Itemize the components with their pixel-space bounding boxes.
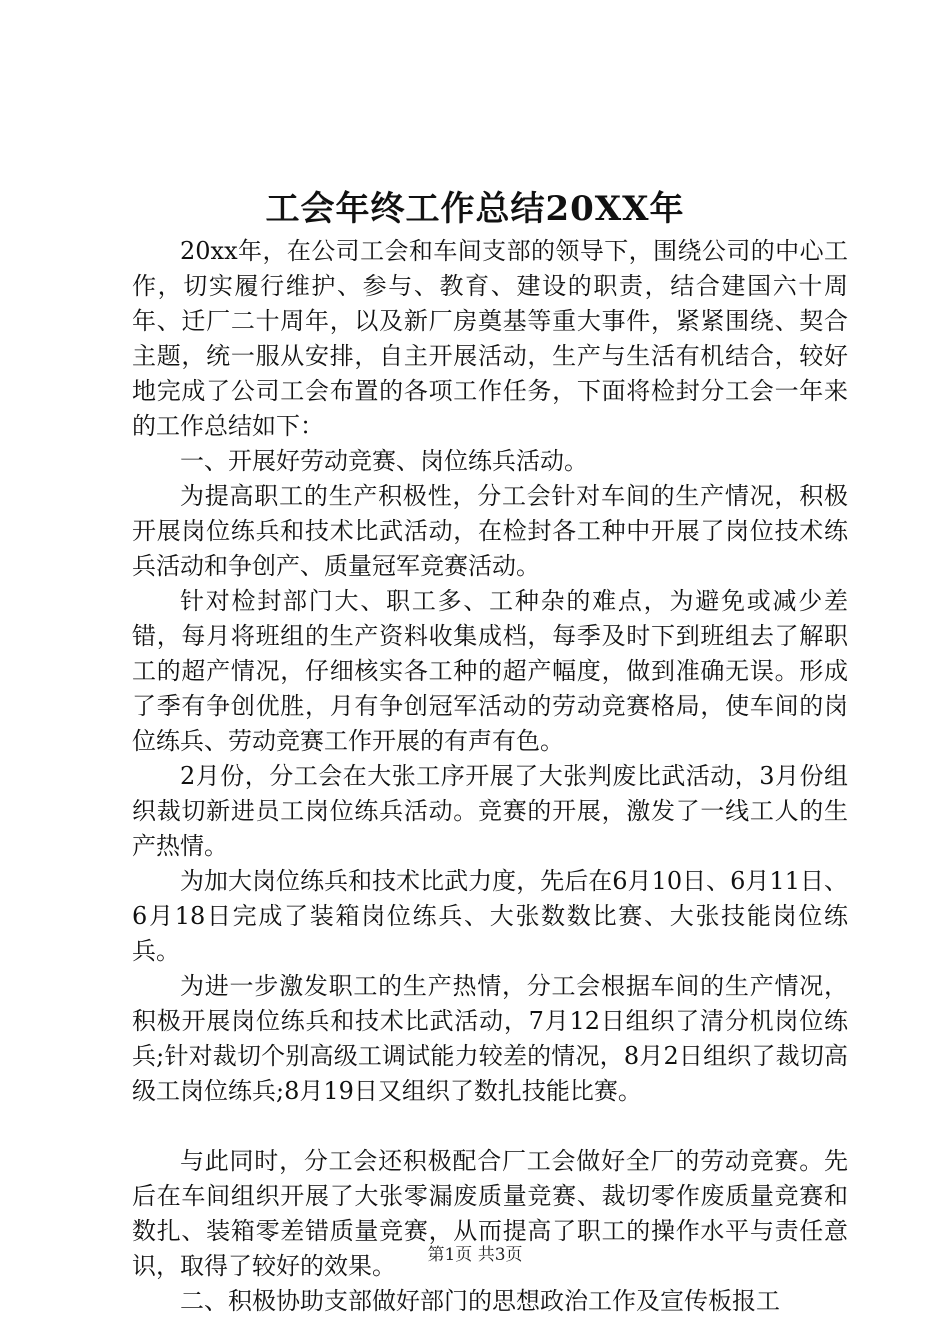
section-heading: 一、开展好劳动竞赛、岗位练兵活动。 <box>180 447 588 475</box>
paragraph: 为进一步激发职工的生产热情，分工会根据车间的生产情况，积极开展岗位练兵和技术比武活动，7月12日组织了清分机岗位练兵;针对裁切个别高级工调试能力较差的情况，8月2日组织了裁切高级工岗位练兵;8月19日又组织了数扎技能比赛。 <box>132 972 848 1105</box>
paragraph: 20xx年，在公司工会和车间支部的领导下，围绕公司的中心工作，切实履行维护、参与、教育、建设的职责，结合建国六十周年、迁厂二十周年，以及新厂房奠基等重大事件，紧紧围绕、契合主题，统一服从安排，自主开展活动，生产与生活有机结合，较好地完成了公司工会布置的各项工作任务，下面将检封分工会一年来的工作总结如下： <box>132 237 848 440</box>
paragraph: 与此同时，分工会还积极配合厂工会做好全厂的劳动竞赛。先后在车间组织开展了大张零漏废质量竞赛、裁切零作废质量竞赛和数扎、装箱零差错质量竞赛，从而提高了职工的操作水平与责任意识，取得了较好的效果。 <box>132 1147 848 1280</box>
document-title: 工会年终工作总结20XX年 <box>265 189 685 229</box>
section-heading: 二、积极协助支部做好部门的思想政治工作及宣传板报工 <box>180 1287 780 1315</box>
document-body <box>132 234 848 1319</box>
paragraph: 2月份，分工会在大张工序开展了大张判废比武活动，3月份组织裁切新进员工岗位练兵活动。竞赛的开展，激发了一线工人的生产热情。 <box>132 762 848 860</box>
paragraph-spacer <box>132 1109 848 1144</box>
page-number-footer: 第1页 共3页 <box>427 1245 523 1265</box>
paragraph: 针对检封部门大、职工多、工种杂的难点，为避免或减少差错，每月将班组的生产资料收集成档，每季及时下到班组去了解职工的超产情况，仔细核实各工种的超产幅度，做到准确无误。形成了季有争创优胜，月有争创冠军活动的劳动竞赛格局，使车间的岗位练兵、劳动竞赛工作开展的有声有色。 <box>132 587 848 755</box>
paragraph: 为加大岗位练兵和技术比武力度，先后在6月10日、6月11日、6月18日完成了装箱岗位练兵、大张数数比赛、大张技能岗位练兵。 <box>132 867 848 965</box>
paragraph: 为提高职工的生产积极性，分工会针对车间的生产情况，积极开展岗位练兵和技术比武活动，在检封各工种中开展了岗位技术练兵活动和争创产、质量冠军竞赛活动。 <box>132 482 848 580</box>
